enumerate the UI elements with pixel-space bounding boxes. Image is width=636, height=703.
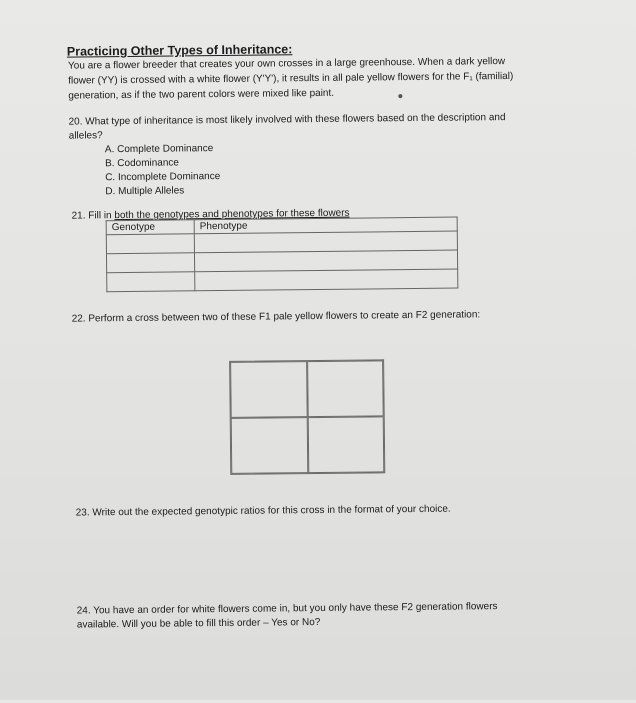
genotype-cell[interactable] <box>106 234 194 254</box>
option-d: D. Multiple Alleles <box>105 185 185 198</box>
punnett-square <box>229 359 385 475</box>
question-21-both: both <box>114 209 134 222</box>
question-24-cont: available. Will you be able to fill this order – Yes or No? <box>76 616 321 631</box>
intro-line-3: generation, as if the two parent colors were mixed like paint. <box>68 87 335 102</box>
intro-line-1: You are a flower breeder that creates your own crosses in a large greenhouse. When a dark yellow <box>67 56 506 72</box>
question-20: 20. What type of inheritance is most likely involved with these flowers based on the description and <box>68 112 506 128</box>
phenotype-header: Phenotype <box>194 217 457 234</box>
question-20-cont: alleles? <box>68 130 103 142</box>
punnett-cell[interactable] <box>231 417 308 474</box>
genotype-header: Genotype <box>106 220 194 235</box>
table-row <box>107 269 458 292</box>
option-b: B. Codominance <box>104 157 180 170</box>
phenotype-cell[interactable] <box>195 269 458 291</box>
option-a: A. Complete Dominance <box>104 143 214 156</box>
question-21-prefix: 21. Fill in <box>71 210 115 222</box>
intro-line-2: flower (YY) is crossed with a white flower (Y'Y'), it results in all pale yellow flowers for the F₁ (familial) <box>68 70 514 87</box>
stray-mark <box>398 94 402 98</box>
option-c: C. Incomplete Dominance <box>105 171 221 184</box>
genotype-cell[interactable] <box>107 272 195 292</box>
genotype-cell[interactable] <box>106 253 194 273</box>
punnett-cell[interactable] <box>230 361 307 418</box>
question-22: 22. Perform a cross between two of these F1 pale yellow flowers to create an F2 generation: <box>71 309 481 325</box>
question-21-suffix: the genotypes and phenotypes for these flowers <box>133 207 350 221</box>
section-heading: Practicing Other Types of Inheritance: <box>66 42 293 59</box>
question-23: 23. Write out the expected genotypic ratios for this cross in the format of your choice. <box>75 503 451 519</box>
punnett-cell[interactable] <box>307 416 384 473</box>
punnett-cell[interactable] <box>307 360 384 417</box>
genotype-phenotype-table <box>106 217 459 293</box>
question-24: 24. You have an order for white flowers come in, but you only have these F2 generation flowers <box>76 601 498 617</box>
